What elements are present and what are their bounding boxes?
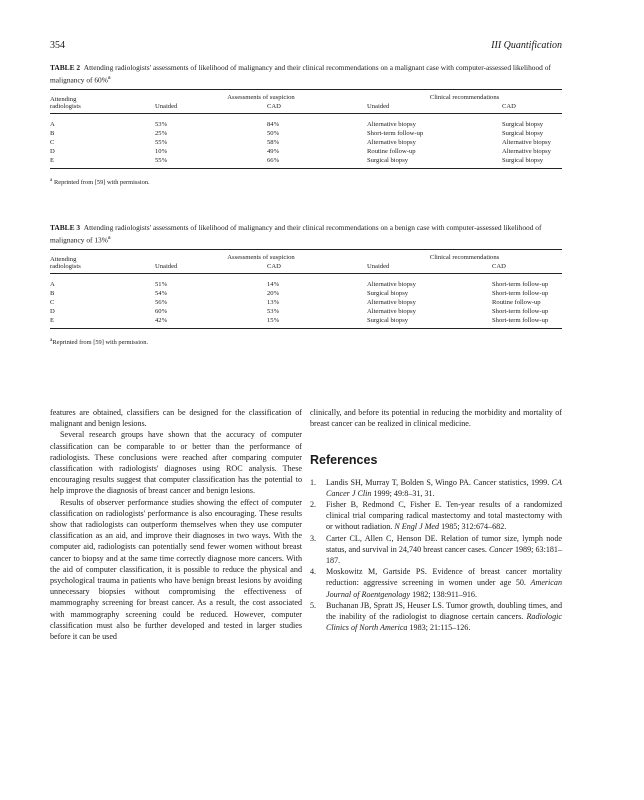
column-header: CAD [267,103,367,114]
group-header-recommendations: Clinical recommendations [367,250,562,264]
column-header: Unaided [367,103,502,114]
group-header-recommendations: Clinical recommendations [367,90,562,104]
row-header: Attending [50,90,155,104]
table-3-footnote: $^a$Reprinted from [59] with permission. [50,337,149,347]
running-section-title: III Quantification [491,40,562,51]
table-row: E 42% 15% Surgical biopsy Short-term follow-up [50,316,562,329]
column-header: CAD [502,103,562,114]
body-columns [50,407,562,642]
table-2 [50,62,562,187]
body-paragraph: features are obtained, classifiers can be designed for the classification of malignant and benign lesions. [50,408,302,429]
row-header: Attending [50,250,155,264]
group-header-suspicion: Assessments of suspicion [155,90,367,104]
right-column [310,407,562,642]
row-header: radiologists [50,103,155,114]
body-paragraph: Several research groups have shown that the accuracy of computer classification can be comparable to or better than the performance of radiologists. These conclusions were reached after comparing computer classification with radiologists' diagnoses using ROC analysis. These encouraging results suggest that computer classification has the potential to help improve the diagnosis of breast cancer and benign lesions. [50,430,302,496]
column-header: Unaided [155,263,267,274]
reference-item: 4. Moskowitz M, Gartside PS. Evidence of breast cancer mortality reduction: aggressive screening in women under age 50. American Journal of Roentgenology 1982; 138:911–916. [310,567,562,599]
table-row: D 10% 49% Routine follow-up Alternative biopsy [50,148,551,156]
table-row: A 51% 14% Alternative biopsy Short-term follow-up [50,281,549,289]
table-3 [50,222,562,347]
row-header: radiologists [50,263,155,274]
body-paragraph: Results of observer performance studies showing the effect of computer classification on radiologists' performance is also encouraging. These results show that radiologists can outperform themselves when they use computer classification as an aid, and improve their diagnoses in two ways. With the computer aid, radiologists can potentially send fewer women without breast cancer to biopsy and at the same time correctly diagnose more cancers. With the aid of computer classification, it is possible to reduce the physical and psychological trauma in patients who have benign breast lesions by avoiding unnecessary biopsies without compromising the effectiveness of mammography screening for breast cancer. As a result, the cost associated with mammography screening could be reduced. However, computer classification must also be further developed and tested in larger studies before it can be used [50,497,302,642]
column-header: Unaided [155,103,267,114]
table-2-label: TABLE 2 [50,63,81,72]
table-2-caption: TABLE 2 Attending radiologists' assessments of likelihood of malignancy and their clinical recommendations on a malignant case with computer-assessed likelihood of malignancy of 60%$^a$ [50,63,551,85]
table-2-grid [50,89,562,169]
reference-item: 3. Carter CL, Allen C, Henson DE. Relation of tumor size, lymph node status, and survival in 24,740 breast cancer cases. Cancer 1989; 63:181–187. [310,533,563,566]
page-number: 354 [50,40,65,51]
reference-item: 5. Buchanan JB, Spratt JS, Heuser LS. Tumor growth, doubling times, and the inability of the radiologist to diagnose certain cancers. Radiologic Clinics of North America 1983; 21:115–126. [310,600,562,633]
table-row: C 55% 58% Alternative biopsy Alternative biopsy [50,139,551,147]
table-3-label: TABLE 3 [50,223,81,232]
reference-item: 2. Fisher B, Redmond C, Fisher E. Ten-year results of a randomized clinical trial comparing radical mastectomy and total mastectomy with or without radiation. N Engl J Med 1985; 312:674–682. [310,500,562,532]
left-column [50,407,302,642]
references-heading: References [310,453,378,468]
reference-list [310,477,562,634]
table-2-footnote: $^a$ Reprinted from [59] with permission. [50,177,150,187]
table-row: B 25% 50% Short-term follow-up Surgical biopsy [50,130,544,138]
table-row: B 54% 20% Surgical biopsy Short-term follow-up [50,290,549,298]
page-header [50,40,562,54]
table-row: C 56% 13% Alternative biopsy Routine follow-up [50,299,541,307]
column-header: CAD [492,263,562,274]
body-paragraph: clinically, and before its potential in reducing the morbidity and mortality of breast cancer can be realized in clinical medicine. [310,408,562,429]
group-header-suspicion: Assessments of suspicion [155,250,367,264]
table-row: A 53% 84% Alternative biopsy Surgical biopsy [50,121,544,129]
table-row: D 60% 53% Alternative biopsy Short-term follow-up [50,308,549,316]
table-3-caption: TABLE 3 Attending radiologists' assessments of likelihood of malignancy and their clinical recommendations on a benign case with computer-assessed likelihood of malignancy of 13%$^a$ [50,223,542,245]
reference-item: 1. Landis SH, Murray T, Bolden S, Wingo PA. Cancer statistics, 1999. CA Cancer J Clin 1999; 49:8–31, 31. [310,477,562,498]
table-3-grid [50,249,562,329]
column-header: Unaided [367,263,492,274]
column-header: CAD [267,263,367,274]
table-row: E 55% 66% Surgical biopsy Surgical biopsy [50,156,562,169]
